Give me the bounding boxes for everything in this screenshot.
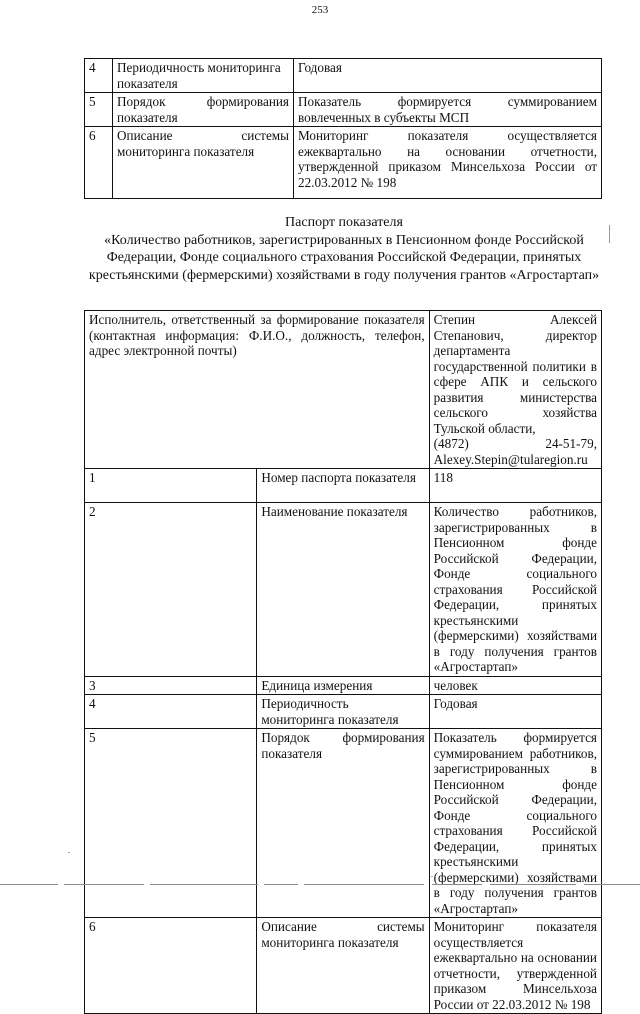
- indicator-table-continued: [84, 58, 602, 199]
- row-label: Описание системы мониторинга показателя: [257, 918, 429, 1014]
- scan-artifact-line: [490, 884, 576, 885]
- row-number: 2: [85, 503, 257, 677]
- responsible-person: Степин Алексей Степанович, директор департамента государственной политики в сфере АПК и сельского развития министерства сельского хозяйства Тульской области,: [433, 312, 597, 436]
- row-number: 5: [85, 93, 113, 127]
- passport-heading: [84, 214, 604, 284]
- row-label: Порядок формирования показателя: [257, 729, 429, 918]
- row-label: Единица измерения: [257, 676, 429, 695]
- responsible-label: Исполнитель, ответственный за формирование показателя (контактная информация: Ф.И.О., должность, телефон, адрес электронной почты): [85, 311, 430, 469]
- scan-artifact-line: [264, 884, 298, 885]
- scan-speck: [68, 852, 70, 853]
- row-label: Периодичность мониторинга показателя: [257, 695, 429, 729]
- row-label: Порядок формирования показателя: [113, 93, 294, 127]
- row-value: Мониторинг показателя осуществляется ежеквартально на основании отчетности, утвержденной приказом Минсельхоза России от 22.03.2012 № 198: [294, 127, 602, 199]
- row-value: Годовая: [294, 59, 602, 93]
- indicator-passport-table: [84, 310, 602, 1014]
- passport-subtitle: «Количество работников, зарегистрированных в Пенсионном фонде Российской Федерации, Фонде социального страхования Российской Федерации, принятых крестьянскими (фермерскими) хозяйствами в году получения грантов «Агростартап»: [88, 232, 600, 283]
- table-row: [85, 729, 602, 918]
- table-row: [85, 469, 602, 503]
- scan-artifact-line: [150, 884, 258, 885]
- row-value: человек: [429, 676, 601, 695]
- table-row: [85, 503, 602, 677]
- row-number: 1: [85, 469, 257, 503]
- table-row: [85, 93, 602, 127]
- table-row-responsible: [85, 311, 602, 469]
- row-label: Периодичность мониторинга показателя: [113, 59, 294, 93]
- table-row: [85, 695, 602, 729]
- scan-artifact-line: [584, 884, 640, 885]
- row-value: Показатель формируется суммированием работников, зарегистрированных в Пенсионном фонде Российской Федерации, Фонде социального страхования Российской Федерации, принятых крестьянскими (фермерскими) хозяйствами в году получения грантов «Агростартап»: [429, 729, 601, 918]
- table-row: [85, 127, 602, 199]
- margin-mark: [609, 225, 610, 243]
- row-number: 6: [85, 127, 113, 199]
- row-number: 4: [85, 695, 257, 729]
- table-row: [85, 59, 602, 93]
- row-label: Описание системы мониторинга показателя: [113, 127, 294, 199]
- scan-artifact-line: [304, 884, 424, 885]
- scan-speck: [431, 876, 433, 877]
- scan-artifact-line: [64, 884, 144, 885]
- row-label: Номер паспорта показателя: [257, 469, 429, 503]
- row-value: 118: [429, 469, 601, 503]
- row-value: Годовая: [429, 695, 601, 729]
- row-value: Показатель формируется суммированием вовлеченных в субъекты МСП: [294, 93, 602, 127]
- scan-artifact-line: [432, 884, 482, 885]
- row-value: Мониторинг показателя осуществляется ежеквартально на основании отчетности, утвержденной приказом Минсельхоза России от 22.03.2012 № 198: [429, 918, 601, 1014]
- scan-artifact-line: [0, 884, 58, 885]
- passport-title: Паспорт показателя: [285, 215, 403, 230]
- table-row: [85, 676, 602, 695]
- row-number: 6: [85, 918, 257, 1014]
- row-value: Количество работников, зарегистрированных в Пенсионном фонде Российской Федерации, Фонде социального страхования Российской Федерации, принятых крестьянскими (фермерскими) хозяйствами в году получения грантов «Агростартап»: [429, 503, 601, 677]
- row-label: Наименование показателя: [257, 503, 429, 677]
- responsible-contact: (4872) 24-51-79, Alexey.Stepin@tularegion.ru: [433, 436, 597, 467]
- table-row: [85, 918, 602, 1014]
- responsible-value: [429, 311, 601, 469]
- row-number: 5: [85, 729, 257, 918]
- row-number: 4: [85, 59, 113, 93]
- row-number: 3: [85, 676, 257, 695]
- page-number: 253: [311, 4, 329, 16]
